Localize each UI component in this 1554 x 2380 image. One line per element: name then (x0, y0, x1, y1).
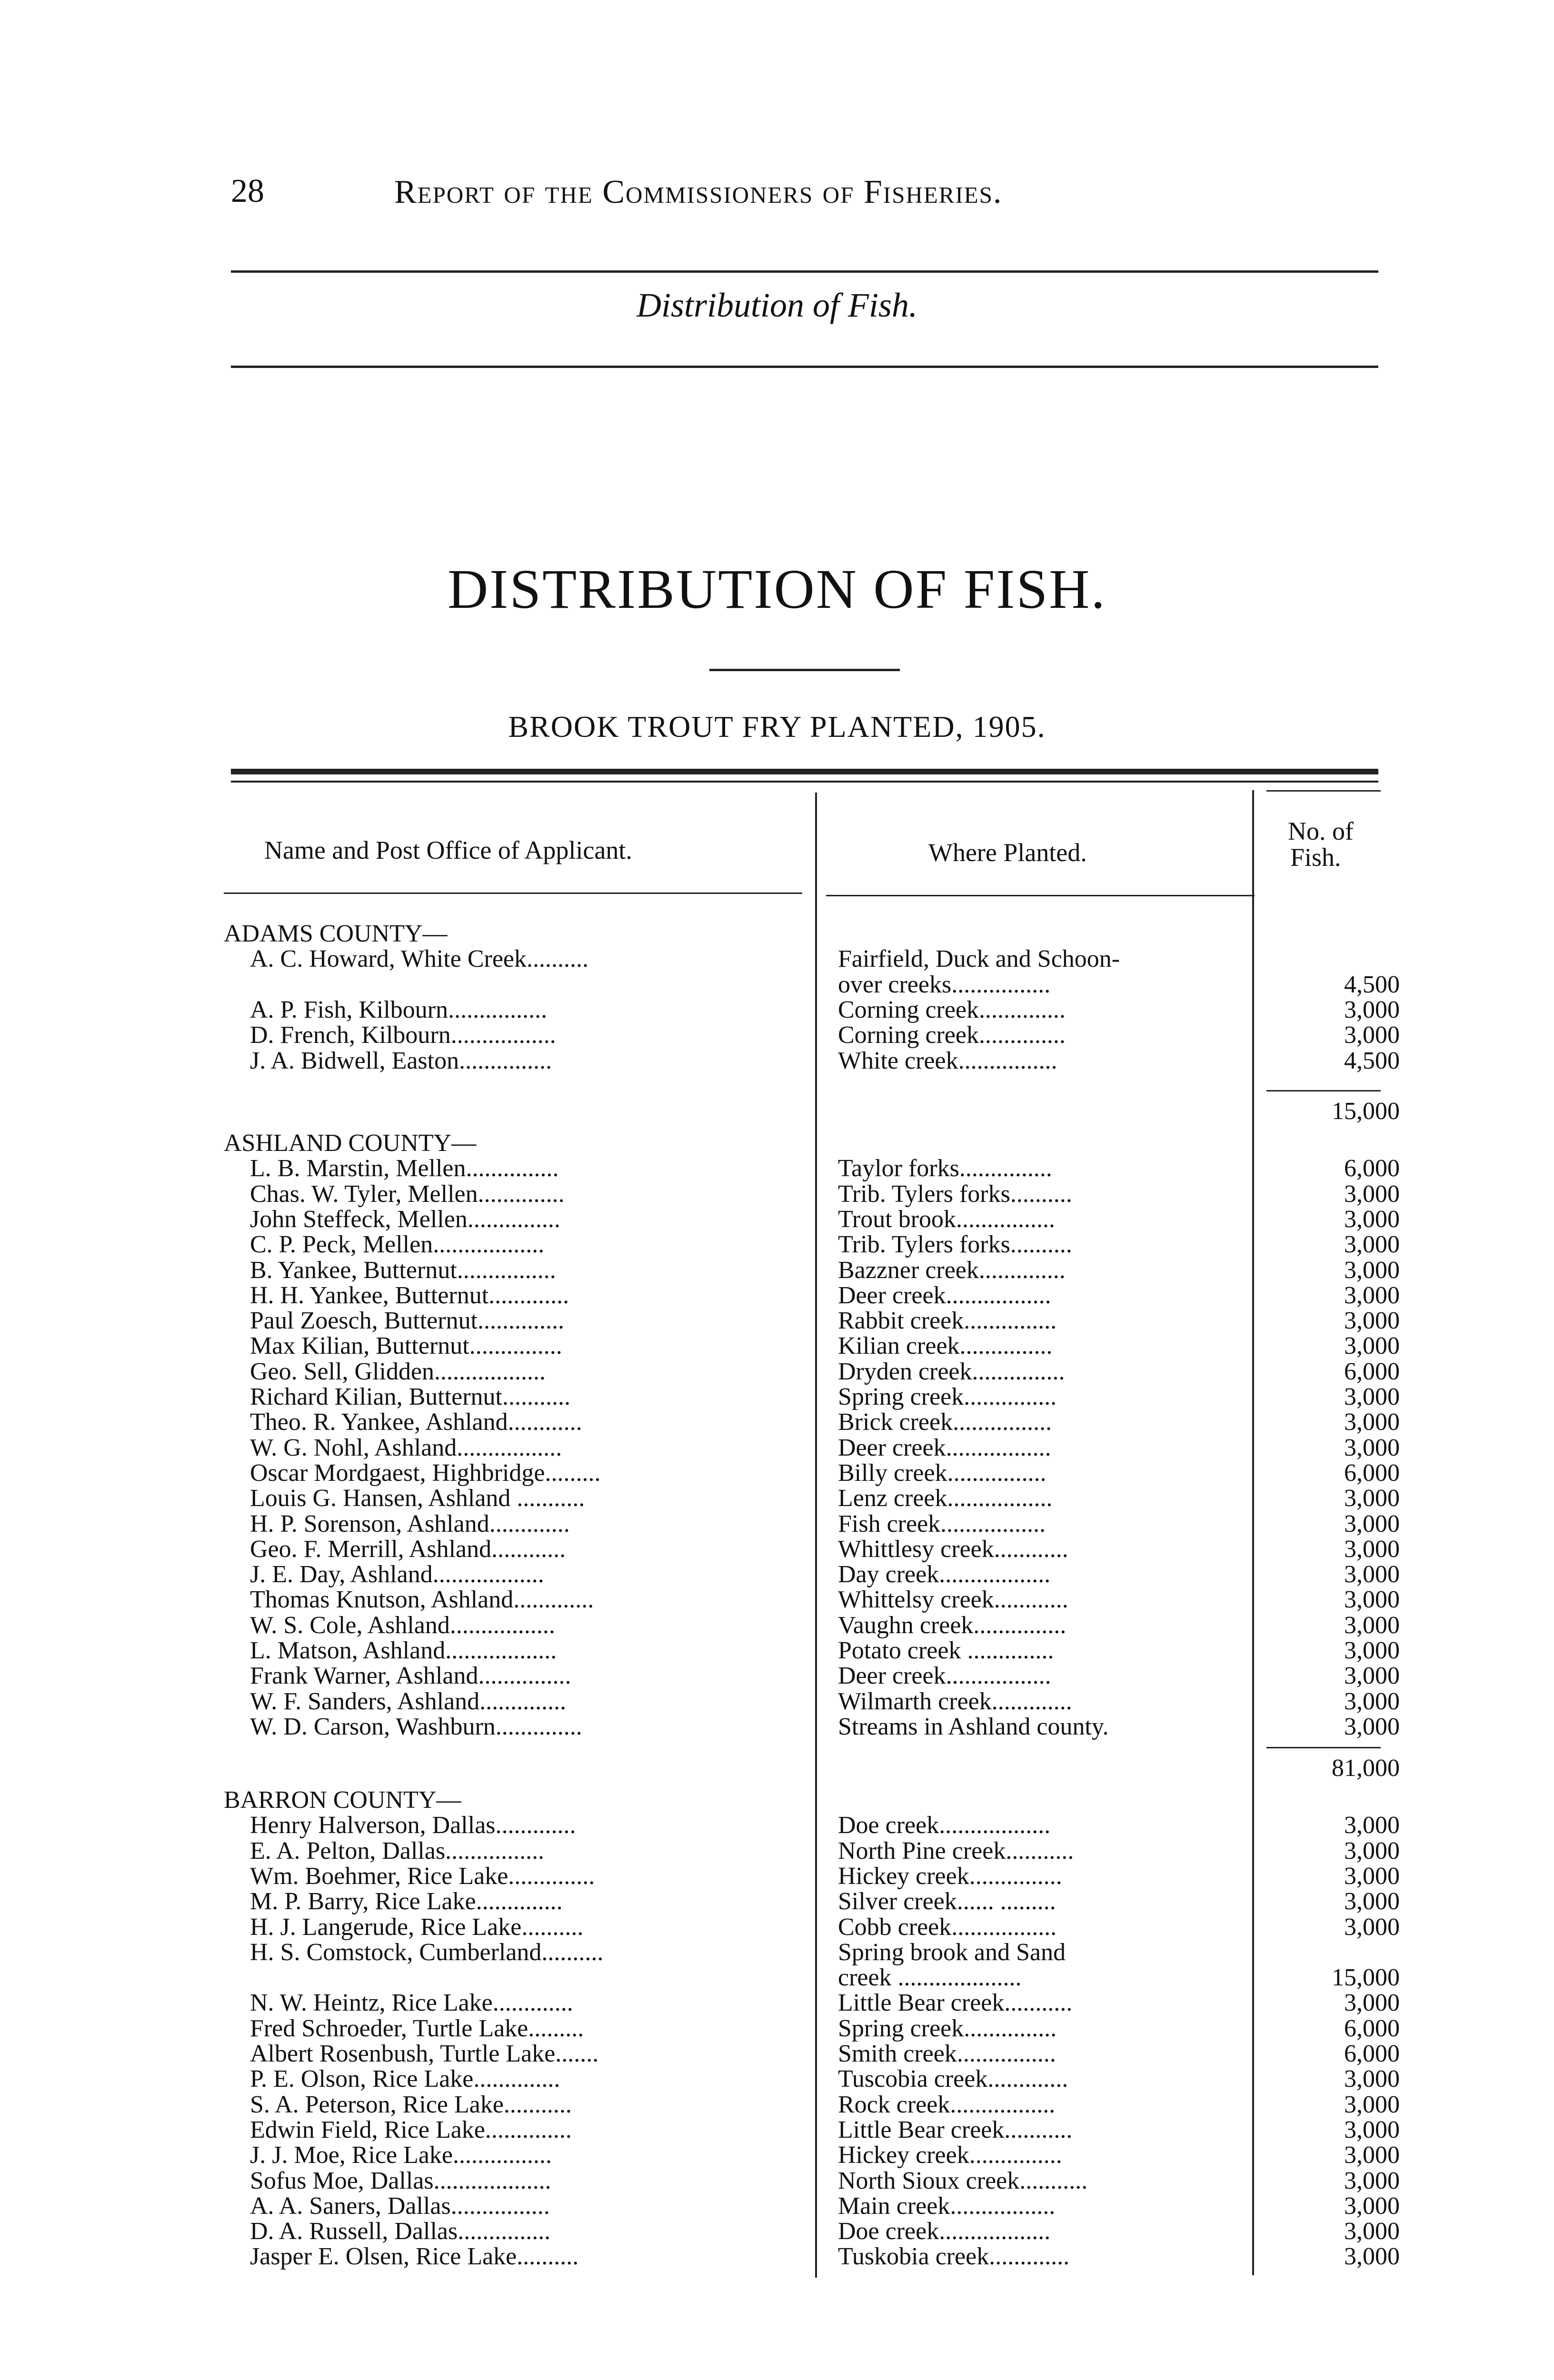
column-header-name: Name and Post Office of Applicant. (264, 836, 632, 864)
fish-count: 3,000 (1344, 1586, 1400, 1613)
fish-count: 3,000 (1344, 1612, 1400, 1639)
where-planted: Corning creek.............. (838, 1022, 1066, 1048)
table-row (0, 1048, 1554, 1074)
where-planted: Whittelsy creek............ (838, 1587, 1068, 1613)
fish-count: 3,000 (1344, 1536, 1400, 1563)
table-row (0, 1258, 1554, 1283)
fish-count: 3,000 (1344, 2091, 1400, 2118)
applicant: C. P. Peck, Mellen.................. (250, 1232, 545, 1258)
table-row (0, 972, 1554, 998)
applicant: H. J. Langerude, Rice Lake.......... (250, 1914, 584, 1940)
section-subtitle: Distribution of Fish. (636, 286, 918, 324)
fish-count: 6,000 (1344, 1459, 1400, 1487)
where-planted: Tuskobia creek............. (838, 2244, 1070, 2270)
table-row (0, 1714, 1554, 1740)
fish-count: 3,000 (1344, 2243, 1400, 2270)
table-row (0, 1308, 1554, 1334)
fish-count: 3,000 (1344, 1837, 1400, 1864)
fish-count: 6,000 (1344, 1155, 1400, 1182)
subtotal-rule (1266, 1090, 1381, 1091)
table-row (0, 1663, 1554, 1689)
applicant: Geo. Sell, Glidden.................. (250, 1359, 546, 1385)
fish-count: 3,000 (1344, 1206, 1400, 1233)
where-planted: Main creek................. (838, 2193, 1056, 2219)
fish-count: 3,000 (1344, 1180, 1400, 1208)
fish-count: 3,000 (1344, 1662, 1400, 1689)
where-planted: North Pine creek........... (838, 1838, 1074, 1864)
applicant: Edwin Field, Rice Lake.............. (250, 2117, 572, 2143)
where-planted: Bazzner creek.............. (838, 1258, 1066, 1283)
fish-count: 3,000 (1344, 1510, 1400, 1537)
where-planted: Trib. Tylers forks.......... (838, 1232, 1072, 1258)
column-header-number-1: No. of (1288, 817, 1354, 845)
fish-count: 3,000 (1344, 2116, 1400, 2143)
fish-count: 3,000 (1344, 1561, 1400, 1588)
fish-count: 4,500 (1344, 971, 1400, 998)
applicant: L. Matson, Ashland.................. (250, 1638, 557, 1664)
fish-count: 4,500 (1344, 1047, 1400, 1074)
table-row (0, 1333, 1554, 1359)
where-planted: Brick creek................ (838, 1409, 1052, 1435)
where-planted: Billy creek................ (838, 1460, 1046, 1486)
county-total: 81,000 (1332, 1755, 1400, 1782)
where-planted: Trib. Tylers forks.......... (838, 1181, 1072, 1207)
applicant: H. S. Comstock, Cumberland.......... (250, 1940, 604, 1965)
applicant: H. H. Yankee, Butternut............. (250, 1283, 569, 1309)
fish-count: 3,000 (1344, 1434, 1400, 1461)
where-planted: Hickey creek............... (838, 2142, 1062, 2168)
header-rule-bottom (231, 366, 1378, 368)
column-header-rule-num (1266, 790, 1381, 792)
where-planted: North Sioux creek........... (838, 2168, 1088, 2194)
table-double-rule-thick (231, 769, 1378, 774)
fish-count: 3,000 (1344, 1863, 1400, 1890)
where-planted: Deer creek................. (838, 1283, 1051, 1309)
table-row (0, 1889, 1554, 1914)
where-planted: Fairfield, Duck and Schoon- (838, 946, 1120, 972)
table-row (0, 997, 1554, 1023)
fish-count: 3,000 (1344, 1021, 1400, 1049)
applicant: Oscar Mordgaest, Highbridge......... (250, 1460, 601, 1486)
table-row (0, 1181, 1554, 1207)
table-row (0, 1435, 1554, 1461)
table-row (0, 2016, 1554, 2042)
column-header-number-2: Fish. (1290, 843, 1341, 872)
applicant: Fred Schroeder, Turtle Lake......... (250, 2016, 584, 2042)
applicant: Frank Warner, Ashland............... (250, 1663, 571, 1689)
title-short-rule (709, 669, 900, 671)
table-row (0, 1562, 1554, 1587)
where-planted: Corning creek.............. (838, 997, 1066, 1023)
applicant: L. B. Marstin, Mellen............... (250, 1156, 559, 1181)
fish-count: 3,000 (1344, 1408, 1400, 1436)
applicant: Henry Halverson, Dallas............. (250, 1813, 576, 1838)
applicant: J. E. Day, Ashland.................. (250, 1562, 544, 1587)
applicant: W. F. Sanders, Ashland.............. (250, 1689, 567, 1715)
fish-count: 6,000 (1344, 2040, 1400, 2067)
applicant: Wm. Boehmer, Rice Lake.............. (250, 1864, 595, 1889)
applicant: Chas. W. Tyler, Mellen.............. (250, 1181, 565, 1207)
table-row (0, 1511, 1554, 1537)
table-row (0, 2117, 1554, 2143)
where-planted: Spring brook and Sand (838, 1940, 1066, 1965)
applicant: A. A. Saners, Dallas................ (250, 2193, 550, 2219)
table-row (0, 1838, 1554, 1864)
applicant: Paul Zoesch, Butternut.............. (250, 1308, 565, 1334)
where-planted: Deer creek................. (838, 1663, 1051, 1689)
fish-count: 3,000 (1344, 996, 1400, 1023)
fish-count: 3,000 (1344, 2065, 1400, 2092)
table-row (0, 2092, 1554, 2118)
table-row (0, 1864, 1554, 1889)
table-row (0, 1813, 1554, 1838)
table-row (0, 1156, 1554, 1181)
column-header-where: Where Planted. (928, 838, 1087, 867)
where-planted: Taylor forks............... (838, 1156, 1052, 1181)
fish-count: 3,000 (1344, 1383, 1400, 1410)
where-planted: Dryden creek............... (838, 1359, 1065, 1385)
fish-count: 15,000 (1332, 1964, 1400, 1991)
table-row (0, 946, 1554, 972)
applicant: Louis G. Hansen, Ashland ........... (250, 1486, 585, 1511)
fish-count: 6,000 (1344, 1358, 1400, 1385)
fish-count: 3,000 (1344, 1257, 1400, 1284)
county-name: ADAMS COUNTY— (224, 921, 448, 947)
applicant: B. Yankee, Butternut................ (250, 1258, 556, 1283)
county-name: BARRON COUNTY— (224, 1787, 461, 1813)
where-planted: Rock creek................. (838, 2092, 1056, 2118)
where-planted: Cobb creek................. (838, 1914, 1057, 1940)
where-planted: creek .................... (838, 1965, 1022, 1991)
where-planted: Fish creek................. (838, 1511, 1046, 1537)
where-planted: Smith creek................ (838, 2041, 1056, 2067)
applicant: J. A. Bidwell, Easton............... (250, 1048, 552, 1074)
fish-count: 6,000 (1344, 2015, 1400, 2042)
applicant: H. P. Sorenson, Ashland............. (250, 1511, 570, 1537)
fish-count: 3,000 (1344, 2142, 1400, 2169)
fish-count: 3,000 (1344, 1812, 1400, 1839)
table-row (0, 1638, 1554, 1664)
county-heading (0, 1130, 1554, 1156)
table-row (0, 1965, 1554, 1991)
where-planted: Potato creek .............. (838, 1638, 1054, 1664)
where-planted: Little Bear creek........... (838, 2117, 1073, 2143)
table-row (0, 2142, 1554, 2168)
where-planted: Silver creek...... ......... (838, 1889, 1056, 1914)
table-row (0, 1940, 1554, 1965)
county-heading (0, 921, 1554, 947)
table-row (0, 1022, 1554, 1048)
table-row (0, 1914, 1554, 1940)
applicant: Jasper E. Olsen, Rice Lake.......... (250, 2244, 579, 2270)
column-header-rule-left (224, 892, 802, 894)
column-header-rule-right (826, 895, 1255, 896)
subtotal-rule (1266, 1747, 1381, 1748)
where-planted: Kilian creek............... (838, 1333, 1053, 1359)
table-row (0, 2066, 1554, 2092)
table-row (0, 1384, 1554, 1410)
applicant: A. P. Fish, Kilbourn................ (250, 997, 548, 1023)
table-title: BROOK TROUT FRY PLANTED, 1905. (508, 710, 1046, 744)
county-name: ASHLAND COUNTY— (224, 1130, 477, 1156)
table-row (0, 1409, 1554, 1435)
where-planted: Whittlesy creek............ (838, 1537, 1068, 1562)
applicant: S. A. Peterson, Rice Lake........... (250, 2092, 572, 2118)
table-row (0, 1587, 1554, 1613)
table-row (0, 1207, 1554, 1232)
table-row (0, 1689, 1554, 1715)
fish-count: 3,000 (1344, 1637, 1400, 1664)
table-row (0, 1990, 1554, 2016)
fish-count: 3,000 (1344, 2218, 1400, 2245)
fish-count: 3,000 (1344, 1307, 1400, 1334)
where-planted: Lenz creek................. (838, 1486, 1053, 1511)
where-planted: Day creek.................. (838, 1562, 1051, 1587)
table-row (0, 1283, 1554, 1309)
where-planted: Hickey creek............... (838, 1864, 1062, 1889)
applicant: D. A. Russell, Dallas............... (250, 2219, 551, 2244)
table-row (0, 2219, 1554, 2244)
applicant: Albert Rosenbush, Turtle Lake....... (250, 2041, 599, 2067)
applicant: A. C. Howard, White Creek.......... (250, 946, 589, 972)
table-row (0, 1359, 1554, 1385)
table-row (0, 1232, 1554, 1258)
table-double-rule-thin (231, 781, 1378, 783)
where-planted: Spring creek............... (838, 1384, 1057, 1410)
applicant: D. French, Kilbourn................. (250, 1022, 556, 1048)
fish-count: 3,000 (1344, 1914, 1400, 1941)
applicant: Sofus Moe, Dallas................... (250, 2168, 551, 2194)
fish-count: 3,000 (1344, 1688, 1400, 1715)
where-planted: Doe creek.................. (838, 2219, 1051, 2244)
applicant: W. D. Carson, Washburn.............. (250, 1714, 582, 1740)
table-row (0, 2041, 1554, 2067)
applicant: E. A. Pelton, Dallas................ (250, 1838, 545, 1864)
where-planted: Rabbit creek............... (838, 1308, 1057, 1334)
table-row (0, 1486, 1554, 1511)
applicant: P. E. Olson, Rice Lake.............. (250, 2066, 560, 2092)
table-row (0, 1613, 1554, 1638)
where-planted: Streams in Ashland county. (838, 1714, 1109, 1740)
table-row (0, 2168, 1554, 2194)
table-row (0, 2193, 1554, 2219)
fish-count: 3,000 (1344, 1989, 1400, 2016)
where-planted: Vaughn creek............... (838, 1613, 1066, 1638)
applicant: J. J. Moe, Rice Lake................ (250, 2142, 552, 2168)
where-planted: Tuscobia creek............. (838, 2066, 1068, 2092)
fish-count: 3,000 (1344, 1332, 1400, 1359)
where-planted: Wilmarth creek............. (838, 1689, 1072, 1715)
where-planted: Trout brook................ (838, 1207, 1056, 1232)
running-title: Report of the Commissioners of Fisheries. (394, 174, 1003, 210)
applicant: Richard Kilian, Butternut........... (250, 1384, 571, 1410)
applicant: Thomas Knutson, Ashland............. (250, 1587, 594, 1613)
fish-count: 3,000 (1344, 1713, 1400, 1740)
main-title: DISTRIBUTION OF FISH. (447, 558, 1107, 620)
table-row (0, 1460, 1554, 1486)
fish-count: 3,000 (1344, 1485, 1400, 1512)
page-number: 28 (231, 173, 264, 209)
fish-count: 3,000 (1344, 1888, 1400, 1915)
applicant: Geo. F. Merrill, Ashland............ (250, 1537, 566, 1562)
applicant: Theo. R. Yankee, Ashland............ (250, 1409, 582, 1435)
table-row (0, 2244, 1554, 2270)
fish-count: 3,000 (1344, 2192, 1400, 2220)
where-planted: Doe creek.................. (838, 1813, 1051, 1838)
table-row (0, 1537, 1554, 1562)
applicant: M. P. Barry, Rice Lake.............. (250, 1889, 563, 1914)
applicant: John Steffeck, Mellen............... (250, 1207, 560, 1232)
fish-count: 3,000 (1344, 2167, 1400, 2194)
header-rule-top (231, 270, 1378, 273)
fish-count: 3,000 (1344, 1282, 1400, 1309)
where-planted: Deer creek................. (838, 1435, 1051, 1461)
county-total: 15,000 (1332, 1098, 1400, 1125)
applicant: N. W. Heintz, Rice Lake............. (250, 1990, 573, 2016)
county-heading (0, 1787, 1554, 1813)
applicant: W. G. Nohl, Ashland................. (250, 1435, 562, 1461)
where-planted: Little Bear creek........... (838, 1990, 1073, 2016)
where-planted: over creeks................ (838, 972, 1051, 998)
applicant: Max Kilian, Butternut............... (250, 1333, 562, 1359)
fish-count: 3,000 (1344, 1231, 1400, 1258)
applicant: W. S. Cole, Ashland................. (250, 1613, 555, 1638)
where-planted: Spring creek............... (838, 2016, 1057, 2042)
where-planted: White creek................ (838, 1048, 1057, 1074)
